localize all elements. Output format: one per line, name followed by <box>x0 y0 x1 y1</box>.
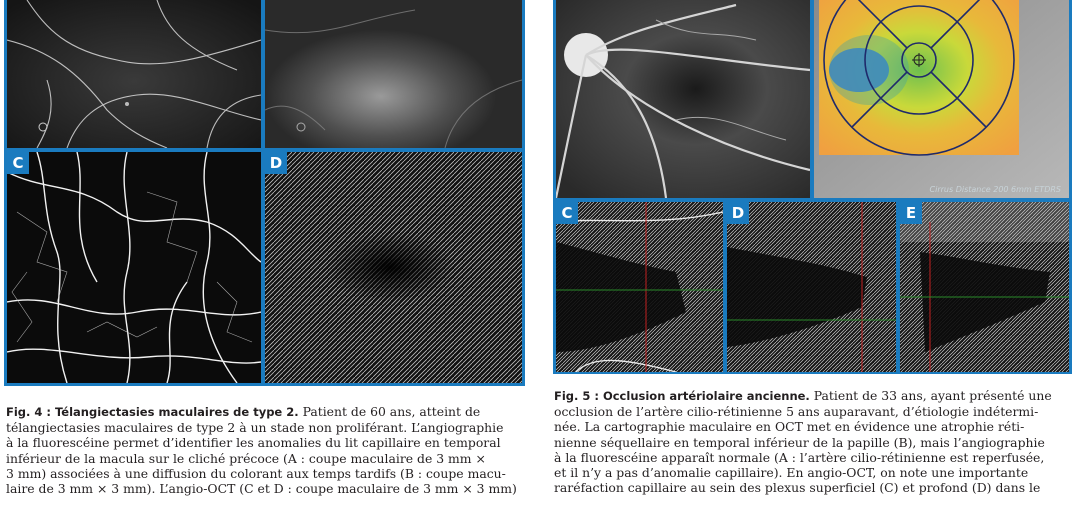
fig4-panel-a-fluorescein-early <box>7 0 261 148</box>
fig4-panel-d-octa-deep <box>265 152 522 383</box>
fig5-panel-d-tag: D <box>727 202 749 224</box>
fig4-caption-line-1 <box>6 404 526 420</box>
fig5-caption-line-7: raréfaction capillaire au sein des plexus superficiel (C) et profond (D) dans le <box>554 480 1041 496</box>
fig5-caption-line-4: nienne séquellaire en temporal inférieur de la papille (B), mais l’angiographie <box>554 434 1045 450</box>
fig4-title: Télangiectasies maculaires de type 2. <box>54 405 299 419</box>
fig5-caption-line-3: née. La cartographie maculaire en OCT met en évidence une atrophie réti- <box>554 419 1025 435</box>
fig4-caption-line-3: à la fluorescéine permet d’identifier les anomalies du lit capillaire en temporal <box>6 435 501 451</box>
fig5-caption-line-2: occlusion de l’artère cilio-rétinienne 5 ans auparavant, d’étiologie indétermi- <box>554 404 1039 420</box>
fig5-panel-c-tag: C <box>556 202 578 224</box>
fig4-caption-line-6: laire de 3 mm × 3 mm). L’angio-OCT (C et D : coupe maculaire de 3 mm × 3 mm) <box>6 481 517 497</box>
fig5-panel-d-octa-deep <box>727 202 896 372</box>
fig5-caption-line-5: à la fluorescéine apparaît normale (A : l’artère cilio-rétinienne est reperfusée, <box>554 449 1045 465</box>
fig5-title: Occlusion artériolaire ancienne. <box>602 389 810 403</box>
fig5-caption <box>554 388 1074 495</box>
fig4-caption-line-2: télangiectasies maculaires de type 2 à un stade non proliférant. L’angiographie <box>6 420 504 436</box>
fig4-panel-b-fluorescein-late <box>265 0 522 148</box>
fig5-panel-b-oct-thickness-map <box>814 0 1069 198</box>
fig5-caption-line-1 <box>554 388 1074 404</box>
fig4-caption-line-4: inférieur de la macula sur le cliché précoce (A : coupe maculaire de 3 mm × <box>6 450 486 466</box>
fig4-panel-c-octa-superficial <box>7 152 261 383</box>
fig5-panel-e-tag: E <box>900 202 922 224</box>
fig5-caption-text-1: Patient de 33 ans, ayant présenté une <box>813 388 1052 403</box>
fig4-panel-d-tag: D <box>265 152 287 174</box>
fig4-label: Fig. 4 : <box>6 405 52 419</box>
fig5-label: Fig. 5 : <box>554 389 600 403</box>
fig4-panel-c-tag: C <box>7 152 29 174</box>
fig5-panel-c-octa-superficial <box>556 202 723 372</box>
fig4-caption <box>6 404 526 496</box>
fig5-panel-a-fundus-angiography <box>556 0 810 198</box>
fig5-map-watermark: Cirrus Distance 200 6mm ETDRS <box>929 185 1061 194</box>
fig4-caption-text-1: Patient de 60 ans, atteint de <box>302 404 481 419</box>
fig5-caption-line-6: et il n’y a pas d’anomalie capillaire). En angio-OCT, on note une importante <box>554 465 1029 481</box>
fig4-caption-line-5: 3 mm) associées à une diffusion du colorant aux temps tardifs (B : coupe macu- <box>6 465 506 481</box>
fig5-panel-e-octa <box>900 202 1069 372</box>
